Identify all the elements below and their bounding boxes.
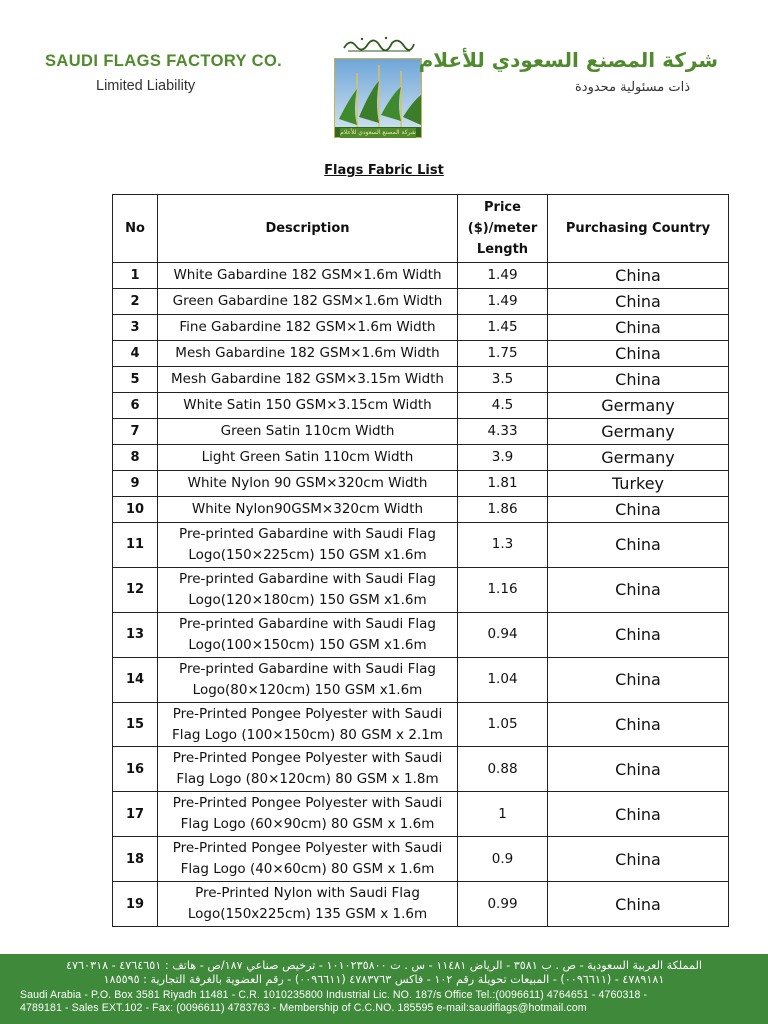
footer-address-en-1: Saudi Arabia - P.O. Box 3581 Riyadh 11481 - C.R. 1010235800 Industrial Lic. NO. 187/s Office Tel.:(0096611) 4764651 - 4760318 -	[20, 989, 648, 1001]
row-price: 1.49	[458, 289, 548, 315]
company-name-ar-block	[418, 48, 718, 95]
row-price: 1.49	[458, 263, 548, 289]
table-row	[113, 471, 729, 497]
company-name-ar: شركة المصنع السعودي للأعلام	[418, 48, 718, 72]
row-price: 1	[458, 792, 548, 837]
row-country: Turkey	[548, 471, 729, 497]
row-country: China	[548, 523, 729, 568]
company-logo	[334, 34, 422, 144]
row-number: 6	[113, 393, 158, 419]
row-description: Mesh Gabardine 182 GSM×3.15m Width	[158, 367, 458, 393]
table-row	[113, 837, 729, 882]
row-country: China	[548, 497, 729, 523]
row-description: Pre-printed Gabardine with Saudi Flag Logo(80×120cm) 150 GSM x1.6m	[158, 657, 458, 702]
row-price: 1.3	[458, 523, 548, 568]
header-price-line3: Length	[476, 242, 529, 257]
row-description: Green Gabardine 182 GSM×1.6m Width	[158, 289, 458, 315]
footer-contact-bar	[0, 954, 768, 1024]
row-country: China	[548, 747, 729, 792]
row-price: 0.9	[458, 837, 548, 882]
row-price: 1.75	[458, 341, 548, 367]
row-price: 1.86	[458, 497, 548, 523]
row-price: 0.99	[458, 882, 548, 927]
row-number: 18	[113, 837, 158, 882]
logo-banner: شركة المصنع السعودي للأعلام	[340, 129, 416, 136]
row-price: 3.5	[458, 367, 548, 393]
header-price-line2: ($)/meter	[467, 221, 538, 236]
row-number: 17	[113, 792, 158, 837]
table-row	[113, 341, 729, 367]
row-description: Light Green Satin 110cm Width	[158, 445, 458, 471]
row-description: Pre-Printed Pongee Polyester with Saudi Flag Logo (40×60cm) 80 GSM x 1.6m	[158, 837, 458, 882]
footer-address-en-2: 4789181 - Sales EXT.102 - Fax: (0096611) 4783763 - Membership of C.C.NO. 185595 e-mail:saudiflags@hotmail.com	[20, 1002, 587, 1014]
row-description: Pre-Printed Pongee Polyester with Saudi Flag Logo (60×90cm) 80 GSM x 1.6m	[158, 792, 458, 837]
row-number: 7	[113, 419, 158, 445]
table-body	[113, 263, 729, 927]
row-price: 1.05	[458, 702, 548, 747]
row-country: China	[548, 315, 729, 341]
row-description: White Nylon 90 GSM×320cm Width	[158, 471, 458, 497]
row-price: 0.88	[458, 747, 548, 792]
fabric-price-table	[112, 194, 729, 927]
row-number: 8	[113, 445, 158, 471]
row-description: White Gabardine 182 GSM×1.6m Width	[158, 263, 458, 289]
row-country: Germany	[548, 419, 729, 445]
table-row	[113, 567, 729, 612]
table-row	[113, 612, 729, 657]
row-number: 16	[113, 747, 158, 792]
table-row	[113, 393, 729, 419]
table-row	[113, 289, 729, 315]
row-country: China	[548, 837, 729, 882]
table-row	[113, 702, 729, 747]
flags-image	[335, 59, 422, 138]
table-header-row	[113, 195, 729, 263]
table-row	[113, 657, 729, 702]
header-price-line1: Price	[484, 200, 521, 215]
row-country: China	[548, 367, 729, 393]
row-description: Pre-printed Gabardine with Saudi Flag Logo(100×150cm) 150 GSM x1.6m	[158, 612, 458, 657]
row-price: 3.9	[458, 445, 548, 471]
document-title-wrap	[0, 163, 768, 178]
company-name-en: SAUDI FLAGS FACTORY CO.	[45, 52, 283, 70]
row-number: 4	[113, 341, 158, 367]
table-row	[113, 497, 729, 523]
table-row	[113, 263, 729, 289]
row-description: White Nylon90GSM×320cm Width	[158, 497, 458, 523]
company-name-en-block	[45, 52, 305, 94]
row-price: 4.5	[458, 393, 548, 419]
row-description: Fine Gabardine 182 GSM×1.6m Width	[158, 315, 458, 341]
table-row	[113, 315, 729, 341]
row-price: 0.94	[458, 612, 548, 657]
row-description: Pre-printed Gabardine with Saudi Flag Logo(120×180cm) 150 GSM x1.6m	[158, 567, 458, 612]
table-row	[113, 747, 729, 792]
row-price: 1.16	[458, 567, 548, 612]
row-price: 1.81	[458, 471, 548, 497]
row-number: 14	[113, 657, 158, 702]
document-title: Flags Fabric List	[324, 163, 444, 178]
row-description: White Satin 150 GSM×3.15cm Width	[158, 393, 458, 419]
row-number: 15	[113, 702, 158, 747]
table-row	[113, 882, 729, 927]
row-number: 1	[113, 263, 158, 289]
row-description: Pre-Printed Pongee Polyester with Saudi Flag Logo (80×120cm) 80 GSM x 1.8m	[158, 747, 458, 792]
row-number: 10	[113, 497, 158, 523]
row-country: China	[548, 289, 729, 315]
header-country: Purchasing Country	[548, 195, 729, 263]
footer-address-ar-2: ٤٧٨٩١٨١ - (٠٠٩٦٦١١) - المبيعات تحويلة رقم ١٠٢ - فاكس ٤٧٨٣٧٦٣ (٠٠٩٦٦١١) - رقم العضوية بالغرفة التجارية : ١٨٥٥٩٥	[103, 973, 665, 986]
row-country: China	[548, 702, 729, 747]
row-country: China	[548, 341, 729, 367]
row-price: 4.33	[458, 419, 548, 445]
row-country: Germany	[548, 445, 729, 471]
row-description: Pre-Printed Nylon with Saudi Flag Logo(150x225cm) 135 GSM x 1.6m	[158, 882, 458, 927]
row-country: Germany	[548, 393, 729, 419]
row-number: 13	[113, 612, 158, 657]
row-number: 5	[113, 367, 158, 393]
row-description: Pre-Printed Pongee Polyester with Saudi Flag Logo (100×150cm) 80 GSM x 2.1m	[158, 702, 458, 747]
row-number: 9	[113, 471, 158, 497]
calligraphy-emblem	[340, 34, 416, 54]
row-description: Mesh Gabardine 182 GSM×1.6m Width	[158, 341, 458, 367]
row-country: China	[548, 612, 729, 657]
row-price: 1.04	[458, 657, 548, 702]
footer-address-ar-1: المملكة العربية السعودية - ص . ب ٣٥٨١ - الرياض ١١٤٨١ - س . ت ١٠١٠٢٣٥٨٠٠ - ترخيص صناعي ١٨٧/ص - هاتف : ٤٧٦٤٦٥١ - ٤٧٦٠٣١٨	[66, 959, 702, 972]
row-description: Pre-printed Gabardine with Saudi Flag Logo(150×225cm) 150 GSM x1.6m	[158, 523, 458, 568]
row-country: China	[548, 882, 729, 927]
row-number: 2	[113, 289, 158, 315]
row-number: 11	[113, 523, 158, 568]
company-type-ar: ذات مسئولية محدودة	[574, 80, 690, 95]
table-row	[113, 419, 729, 445]
row-number: 19	[113, 882, 158, 927]
table-row	[113, 792, 729, 837]
table-row	[113, 367, 729, 393]
row-number: 12	[113, 567, 158, 612]
row-country: China	[548, 567, 729, 612]
table-row	[113, 523, 729, 568]
row-description: Green Satin 110cm Width	[158, 419, 458, 445]
row-number: 3	[113, 315, 158, 341]
table-row	[113, 445, 729, 471]
row-country: China	[548, 657, 729, 702]
row-country: China	[548, 792, 729, 837]
row-country: China	[548, 263, 729, 289]
company-type-en: Limited Liability	[96, 78, 196, 94]
header-no: No	[113, 195, 158, 263]
header-description: Description	[158, 195, 458, 263]
row-price: 1.45	[458, 315, 548, 341]
header-price	[458, 195, 548, 263]
logo-picture	[334, 58, 422, 138]
